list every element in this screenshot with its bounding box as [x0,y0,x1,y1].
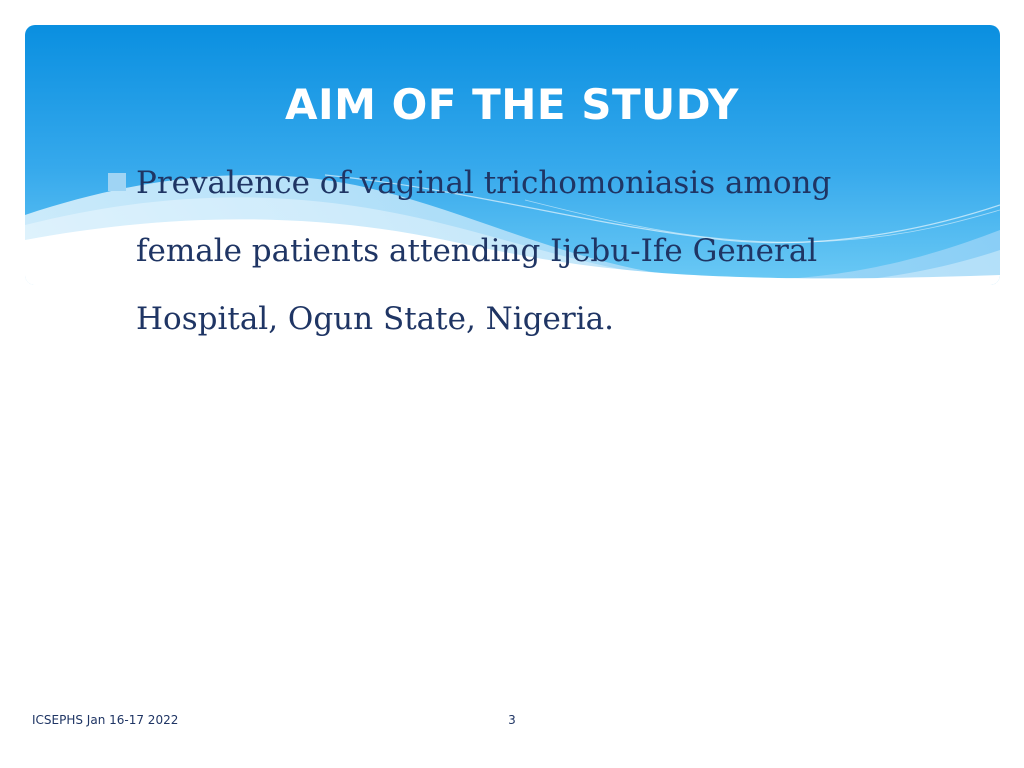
bullet-item: Prevalence of vaginal trichomoniasis among female patients attending Ijebu-Ife General Hospital, Ogun State, Nigeria. [136,165,832,337]
bullet-square-icon [108,173,126,191]
footer-event-label: ICSEPHS Jan 16-17 2022 [32,713,179,727]
page-title: AIM OF THE STUDY [285,80,739,129]
page-number: 3 [508,713,516,727]
